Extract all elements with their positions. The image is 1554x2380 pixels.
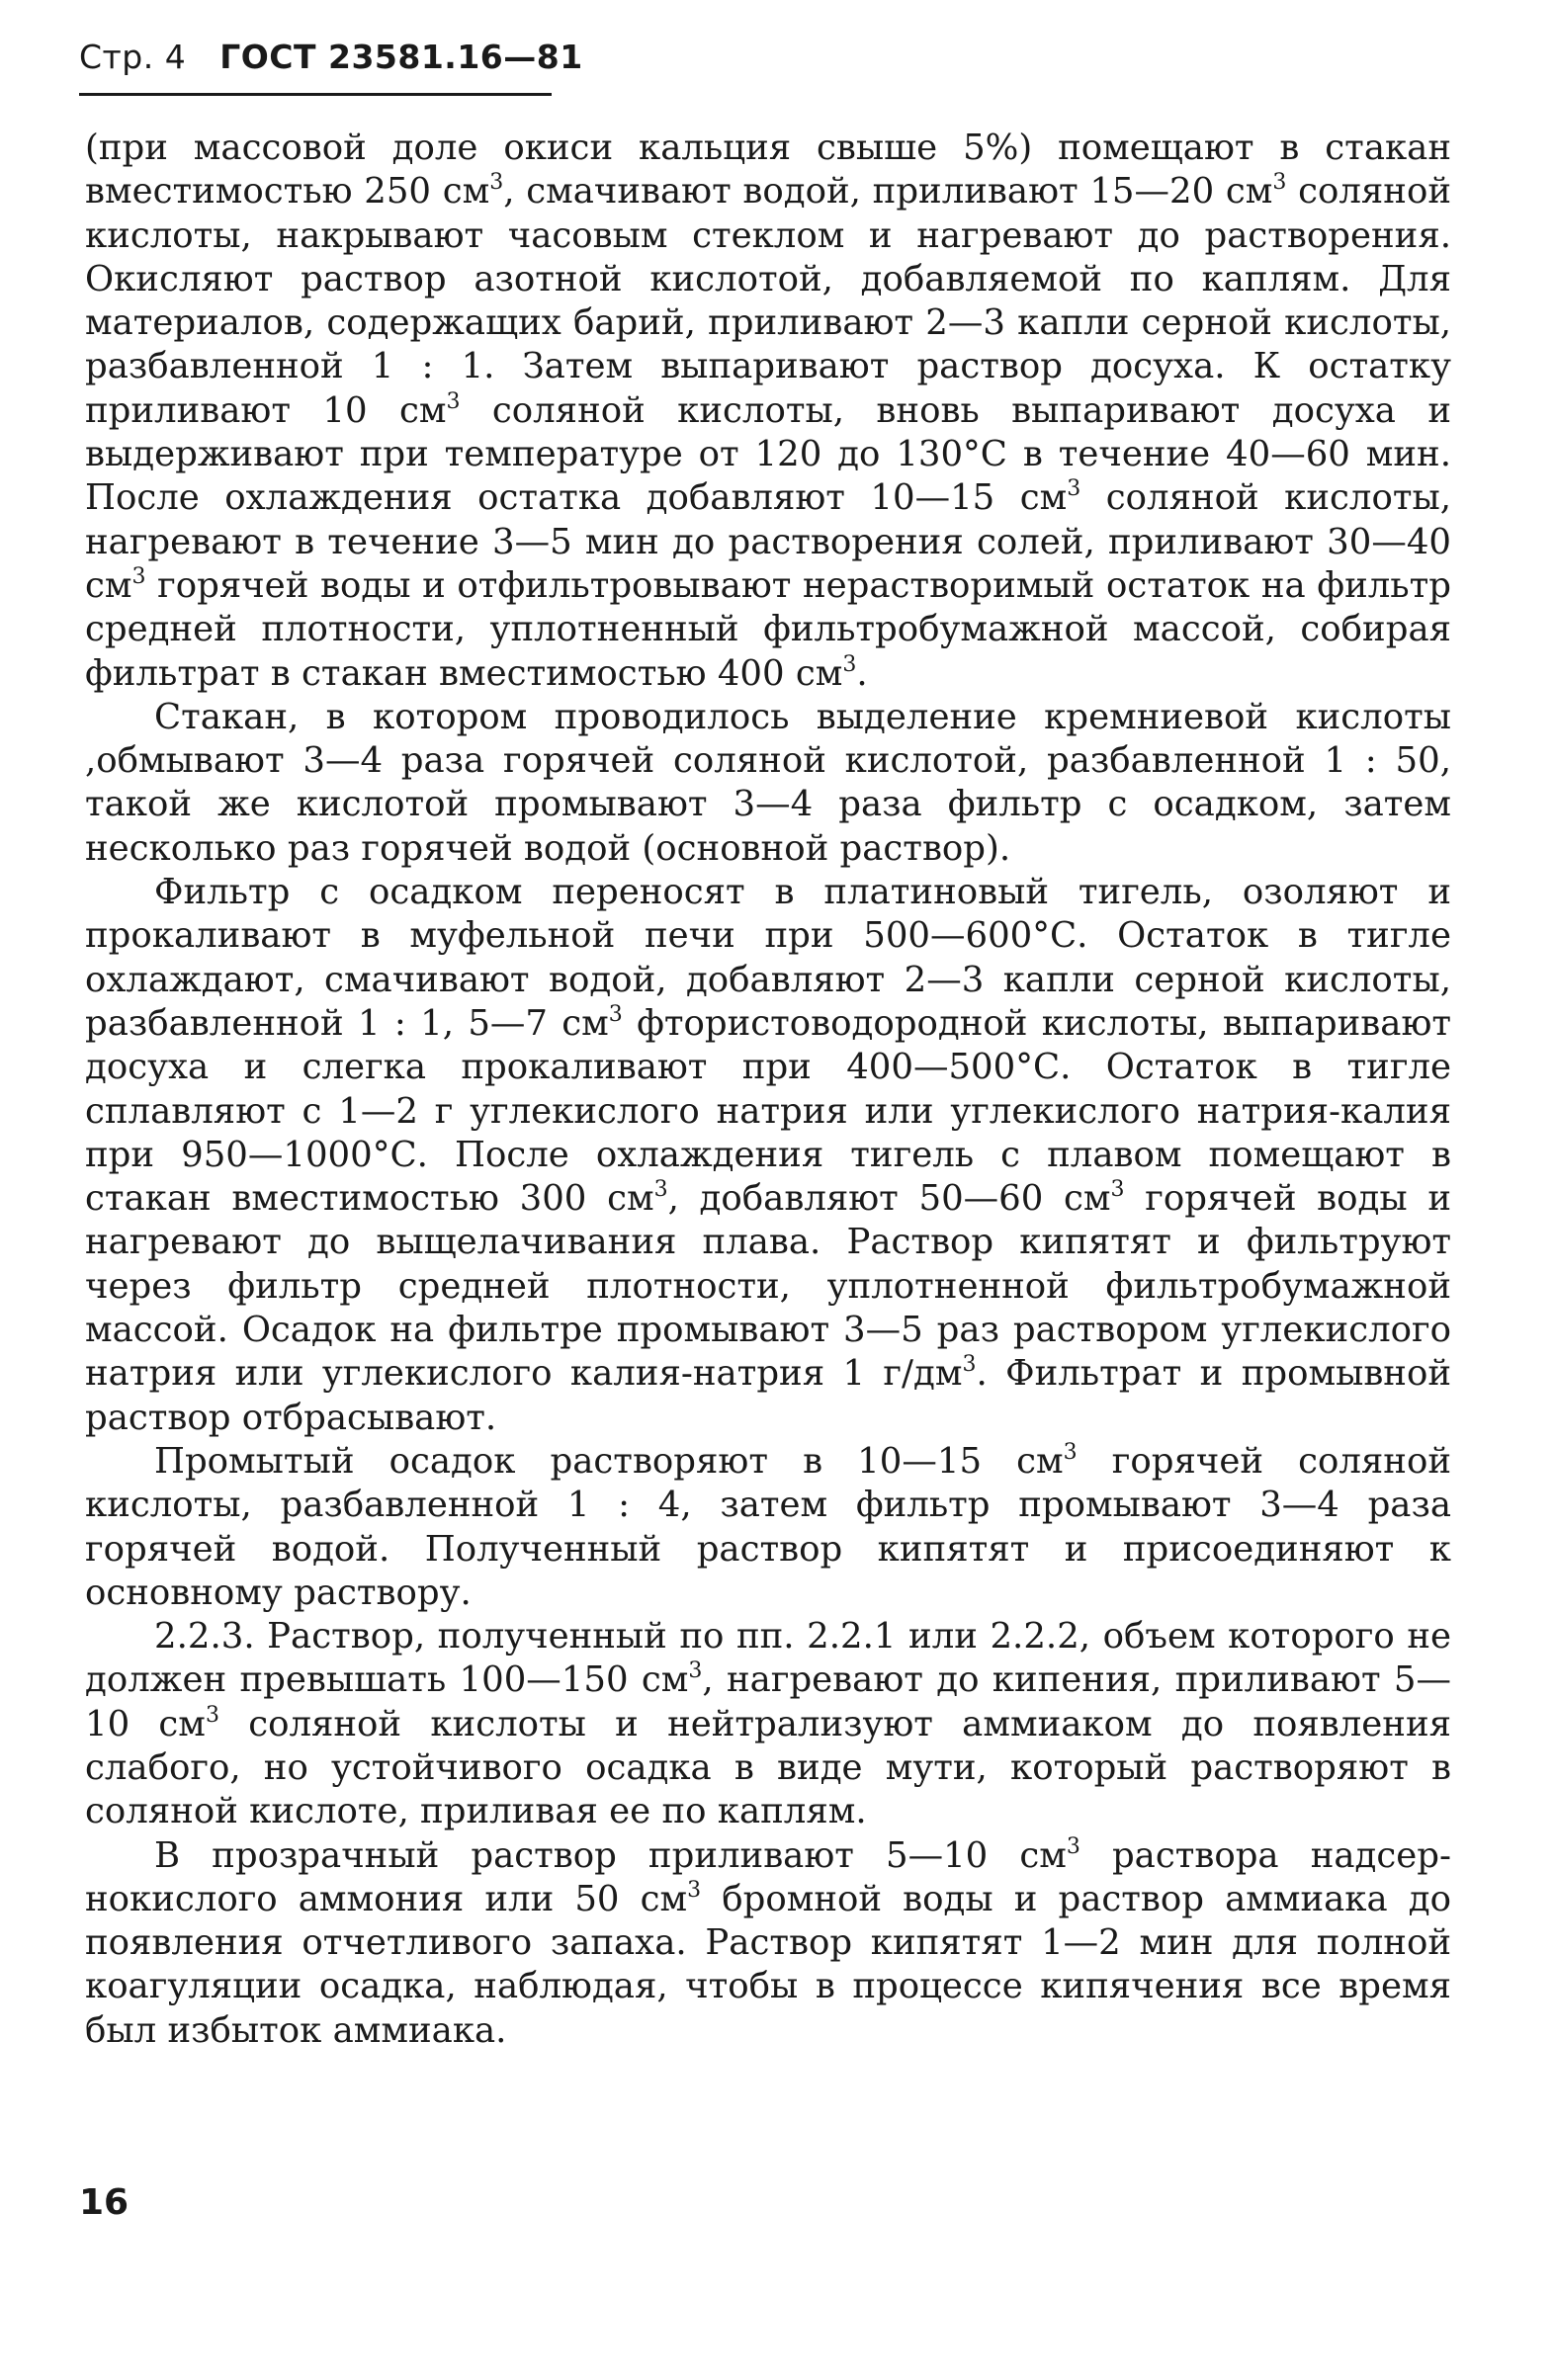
text-run: , смачивают водой, приливают 15—20 см: [503, 171, 1273, 212]
superscript: 3: [131, 563, 146, 589]
text-run: соляной кислоты, нагревают в течение 3—5 мин до растворения солей, приливают 30—40 см: [85, 477, 1451, 606]
text-run: .: [856, 652, 868, 694]
superscript: 3: [1067, 476, 1081, 502]
text-run: горячей воды и нагревают до выщелачивания плава. Раствор кипятят и фильтруют через фильтр средней плотности, уплотненной фильтробумажной массой. Осадок на фильтре промывают 3—5 раз раствором углекислого натрия или углекислого калия-натрия 1 г/дм: [85, 1178, 1451, 1395]
text-run: горячей воды и отфильтровывают нерастворимый остаток на фильтр средней плотности, уплотненный фильтробумажной массой, собирая фильтрат в стакан вместимостью 400 см: [85, 564, 1451, 694]
text-run: соляной кислоты, накрывают часовым стеклом и нагревают до растворения. Окисляют раствор азотной кислотой, добавляемой по каплям. Для материалов, содержащих барий, приливают 2—3 капли серной кислоты, разбавленной 1 : 1. Затем выпаривают раствор досуха. К остатку приливают 10 см: [85, 171, 1451, 431]
superscript: 3: [842, 651, 857, 677]
paragraph: [85, 1615, 1451, 1833]
text-run: соляной кислоты, вновь выпаривают досуха и выдерживают при температуре от 120 до 130°С в течение 40—60 мин. После охлаждения остатка добавляют 10—15 см: [85, 389, 1451, 519]
superscript: 3: [1110, 1177, 1125, 1203]
text-run: , нагревают до кипения, приливают 5—10 см: [85, 1659, 1452, 1744]
paragraph: [85, 1834, 1451, 2053]
paragraph: [85, 127, 1451, 696]
superscript: 3: [489, 170, 504, 196]
text-run: горячей соляной кислоты, разбавленной 1 : 4, затем фильтр промывают 3—4 раза горячей водой. Полученный раствор кипятят и присоединяют к основному раствору.: [85, 1440, 1451, 1613]
running-header: [79, 38, 583, 76]
text-run: Фильтр с осадком переносят в платиновый тигель, озоляют и прокаливают в муфельной печи при 500—600°С. Остаток в тигле охлаждают, смачивают водой, добавляют 2—3 капли серной кислоты, разбавленной 1 : 1, 5—7 см: [85, 872, 1451, 1044]
superscript: 3: [653, 1177, 668, 1203]
text-run: 2.2.3. Раствор, полученный по пп. 2.2.1 или 2.2.2, объем которого не должен превышать 100—150 см: [85, 1616, 1451, 1701]
paragraph: [85, 871, 1451, 1440]
text-run: , добавляют 50—60 см: [667, 1178, 1111, 1220]
header-rule: [79, 93, 552, 96]
text-run: Стакан, в котором проводилось выделение кремниевой кислоты ,обмывают 3—4 раза горячей соляной кислотой, разбавленной 1 : 50, такой же кислотой промывают 3—4 раза фильтр с осадком, затем несколько раз горячей водой (основной раствор).: [85, 696, 1451, 869]
superscript: 3: [446, 388, 461, 414]
superscript: 3: [962, 1352, 977, 1378]
superscript: 3: [1063, 1439, 1078, 1465]
superscript: 3: [687, 1877, 702, 1903]
page-number: 16: [79, 2182, 130, 2223]
text-run: . Фильтрат и промывной раствор отбрасывают.: [85, 1353, 1452, 1438]
text-run: раствора надсернокислого аммония или 50 см: [85, 1834, 1451, 1919]
superscript: 3: [205, 1702, 219, 1728]
paragraph: [85, 1440, 1451, 1615]
body-text: [85, 127, 1451, 2053]
text-run: соляной кислоты и нейтрализуют аммиаком до появления слабого, но устойчивого осадка в виде мути, который растворяют в соляной кислоте, приливая ее по каплям.: [85, 1703, 1452, 1832]
superscript: 3: [688, 1658, 703, 1684]
text-run: фтористоводородной кислоты, выпаривают досуха и слегка прокаливают при 400—500°С. Остаток в тигле сплавляют с 1—2 г углекислого натрия или углекислого натрия-калия при 950—1000°С. После охлаждения тигель с плавом помещают в стакан вместимостью 300 см: [85, 1002, 1452, 1220]
paragraph: [85, 696, 1451, 871]
standard-title: ГОСТ 23581.16—81: [219, 38, 583, 76]
page-label: Стр. 4: [79, 38, 187, 76]
superscript: 3: [1272, 170, 1287, 196]
superscript: 3: [1066, 1833, 1080, 1859]
superscript: 3: [608, 1001, 623, 1027]
text-run: (при массовой доле окиси кальция свыше 5%) помещают в стакан вместимостью 250 см: [85, 128, 1451, 212]
text-run: В прозрачный раствор приливают 5—10 см: [154, 1834, 1067, 1876]
text-run: Промытый осадок растворяют в 10—15 см: [154, 1440, 1064, 1482]
text-run: бромной воды и раствор аммиака до появления отчетливого запаха. Раствор кипятят 1—2 мин для полной коагуляции осадка, наблюдая, чтобы в процессе кипячения все время был избыток аммиака.: [85, 1878, 1451, 2051]
